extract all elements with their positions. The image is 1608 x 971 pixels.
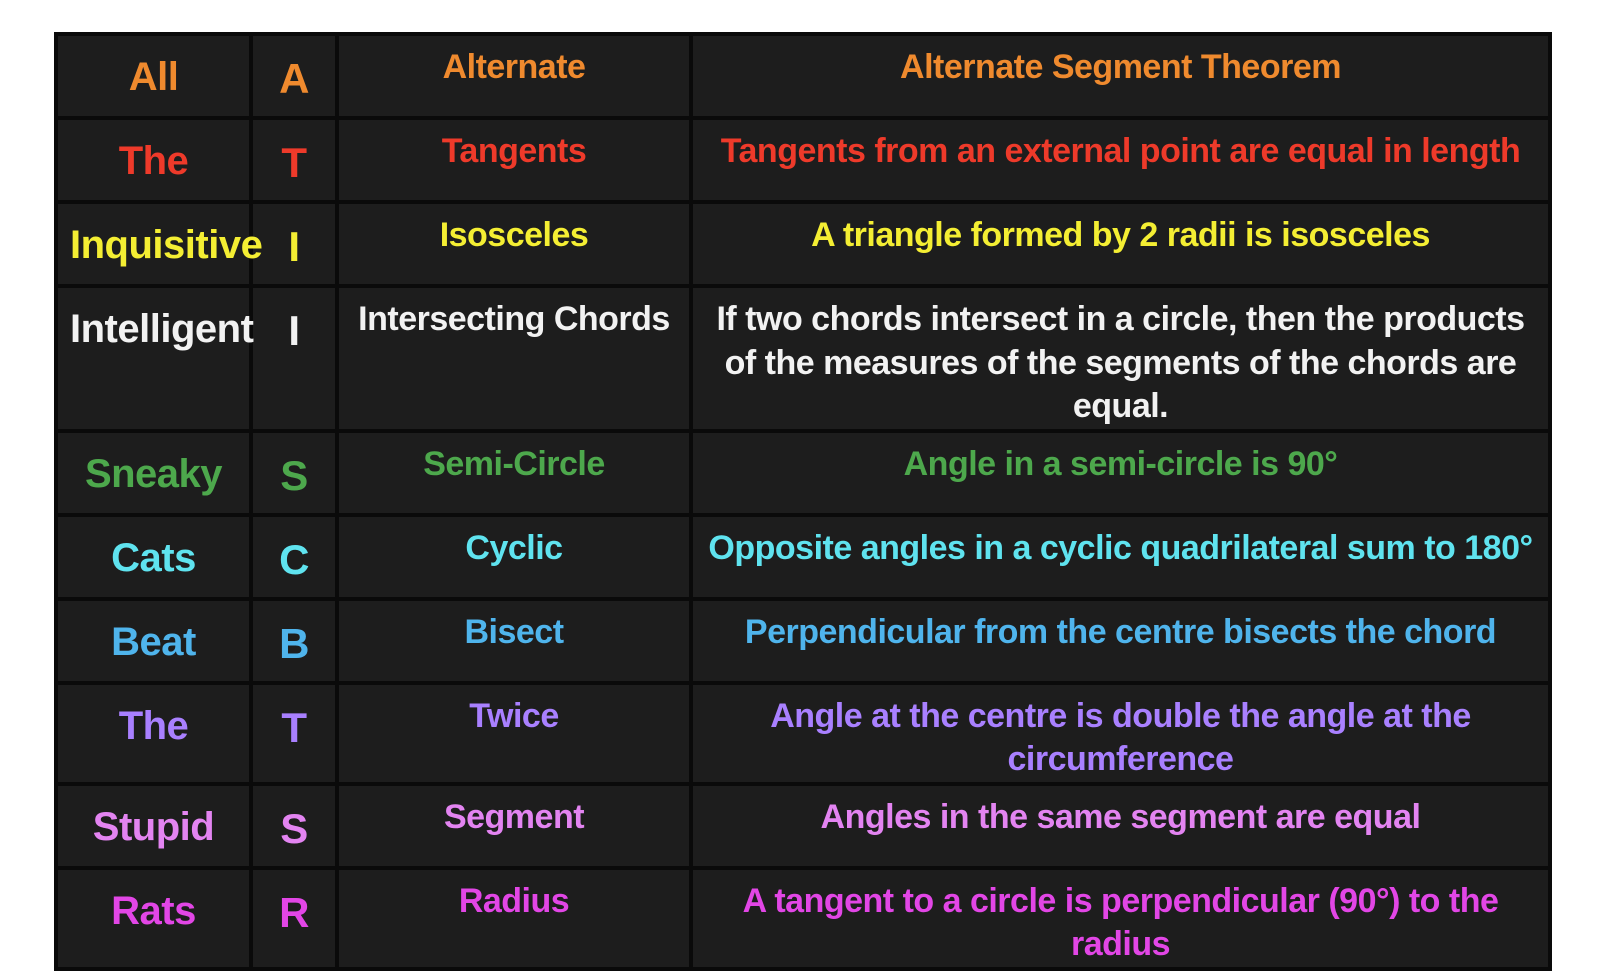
theorem-statement: Opposite angles in a cyclic quadrilateral sum to 180° <box>691 515 1550 599</box>
initial-letter: S <box>251 784 337 868</box>
theorem-statement: Angle at the centre is double the angle at the circumference <box>691 683 1550 784</box>
table-row <box>56 683 1550 784</box>
theorem-statement: Angles in the same segment are equal <box>691 784 1550 868</box>
mnemonic-word: Stupid <box>56 784 251 868</box>
theorem-statement: Alternate Segment Theorem <box>691 34 1550 118</box>
mnemonic-word: Inquisitive <box>56 202 251 286</box>
mnemonic-word: Sneaky <box>56 431 251 515</box>
theorem-keyword: Isosceles <box>337 202 691 286</box>
table-row <box>56 599 1550 683</box>
mnemonic-word: The <box>56 683 251 784</box>
theorem-keyword: Bisect <box>337 599 691 683</box>
initial-letter: T <box>251 118 337 202</box>
theorem-keyword: Intersecting Chords <box>337 286 691 431</box>
mnemonic-word: Beat <box>56 599 251 683</box>
theorem-keyword: Radius <box>337 868 691 969</box>
initial-letter: S <box>251 431 337 515</box>
theorem-keyword: Tangents <box>337 118 691 202</box>
table-row <box>56 784 1550 868</box>
theorem-keyword: Alternate <box>337 34 691 118</box>
mnemonic-word: Intelligent <box>56 286 251 431</box>
theorem-keyword: Cyclic <box>337 515 691 599</box>
initial-letter: R <box>251 868 337 969</box>
initial-letter: C <box>251 515 337 599</box>
theorem-statement: A tangent to a circle is perpendicular (90°) to the radius <box>691 868 1550 969</box>
theorem-statement: If two chords intersect in a circle, then the products of the measures of the segments of the chords are equal. <box>691 286 1550 431</box>
theorem-keyword: Twice <box>337 683 691 784</box>
table-row <box>56 202 1550 286</box>
theorem-statement: A triangle formed by 2 radii is isosceles <box>691 202 1550 286</box>
initial-letter: T <box>251 683 337 784</box>
table-row <box>56 286 1550 431</box>
theorem-keyword: Segment <box>337 784 691 868</box>
initial-letter: I <box>251 286 337 431</box>
theorem-statement: Angle in a semi-circle is 90° <box>691 431 1550 515</box>
table-row <box>56 118 1550 202</box>
mnemonic-word: Rats <box>56 868 251 969</box>
theorem-statement: Perpendicular from the centre bisects the chord <box>691 599 1550 683</box>
theorem-statement: Tangents from an external point are equal in length <box>691 118 1550 202</box>
initial-letter: A <box>251 34 337 118</box>
initial-letter: B <box>251 599 337 683</box>
theorem-keyword: Semi-Circle <box>337 431 691 515</box>
table-row <box>56 431 1550 515</box>
table-row <box>56 34 1550 118</box>
mnemonic-word: The <box>56 118 251 202</box>
circle-theorems-mnemonic-table <box>54 32 1552 971</box>
mnemonic-word: All <box>56 34 251 118</box>
initial-letter: I <box>251 202 337 286</box>
table-row <box>56 868 1550 969</box>
mnemonic-word: Cats <box>56 515 251 599</box>
table-row <box>56 515 1550 599</box>
